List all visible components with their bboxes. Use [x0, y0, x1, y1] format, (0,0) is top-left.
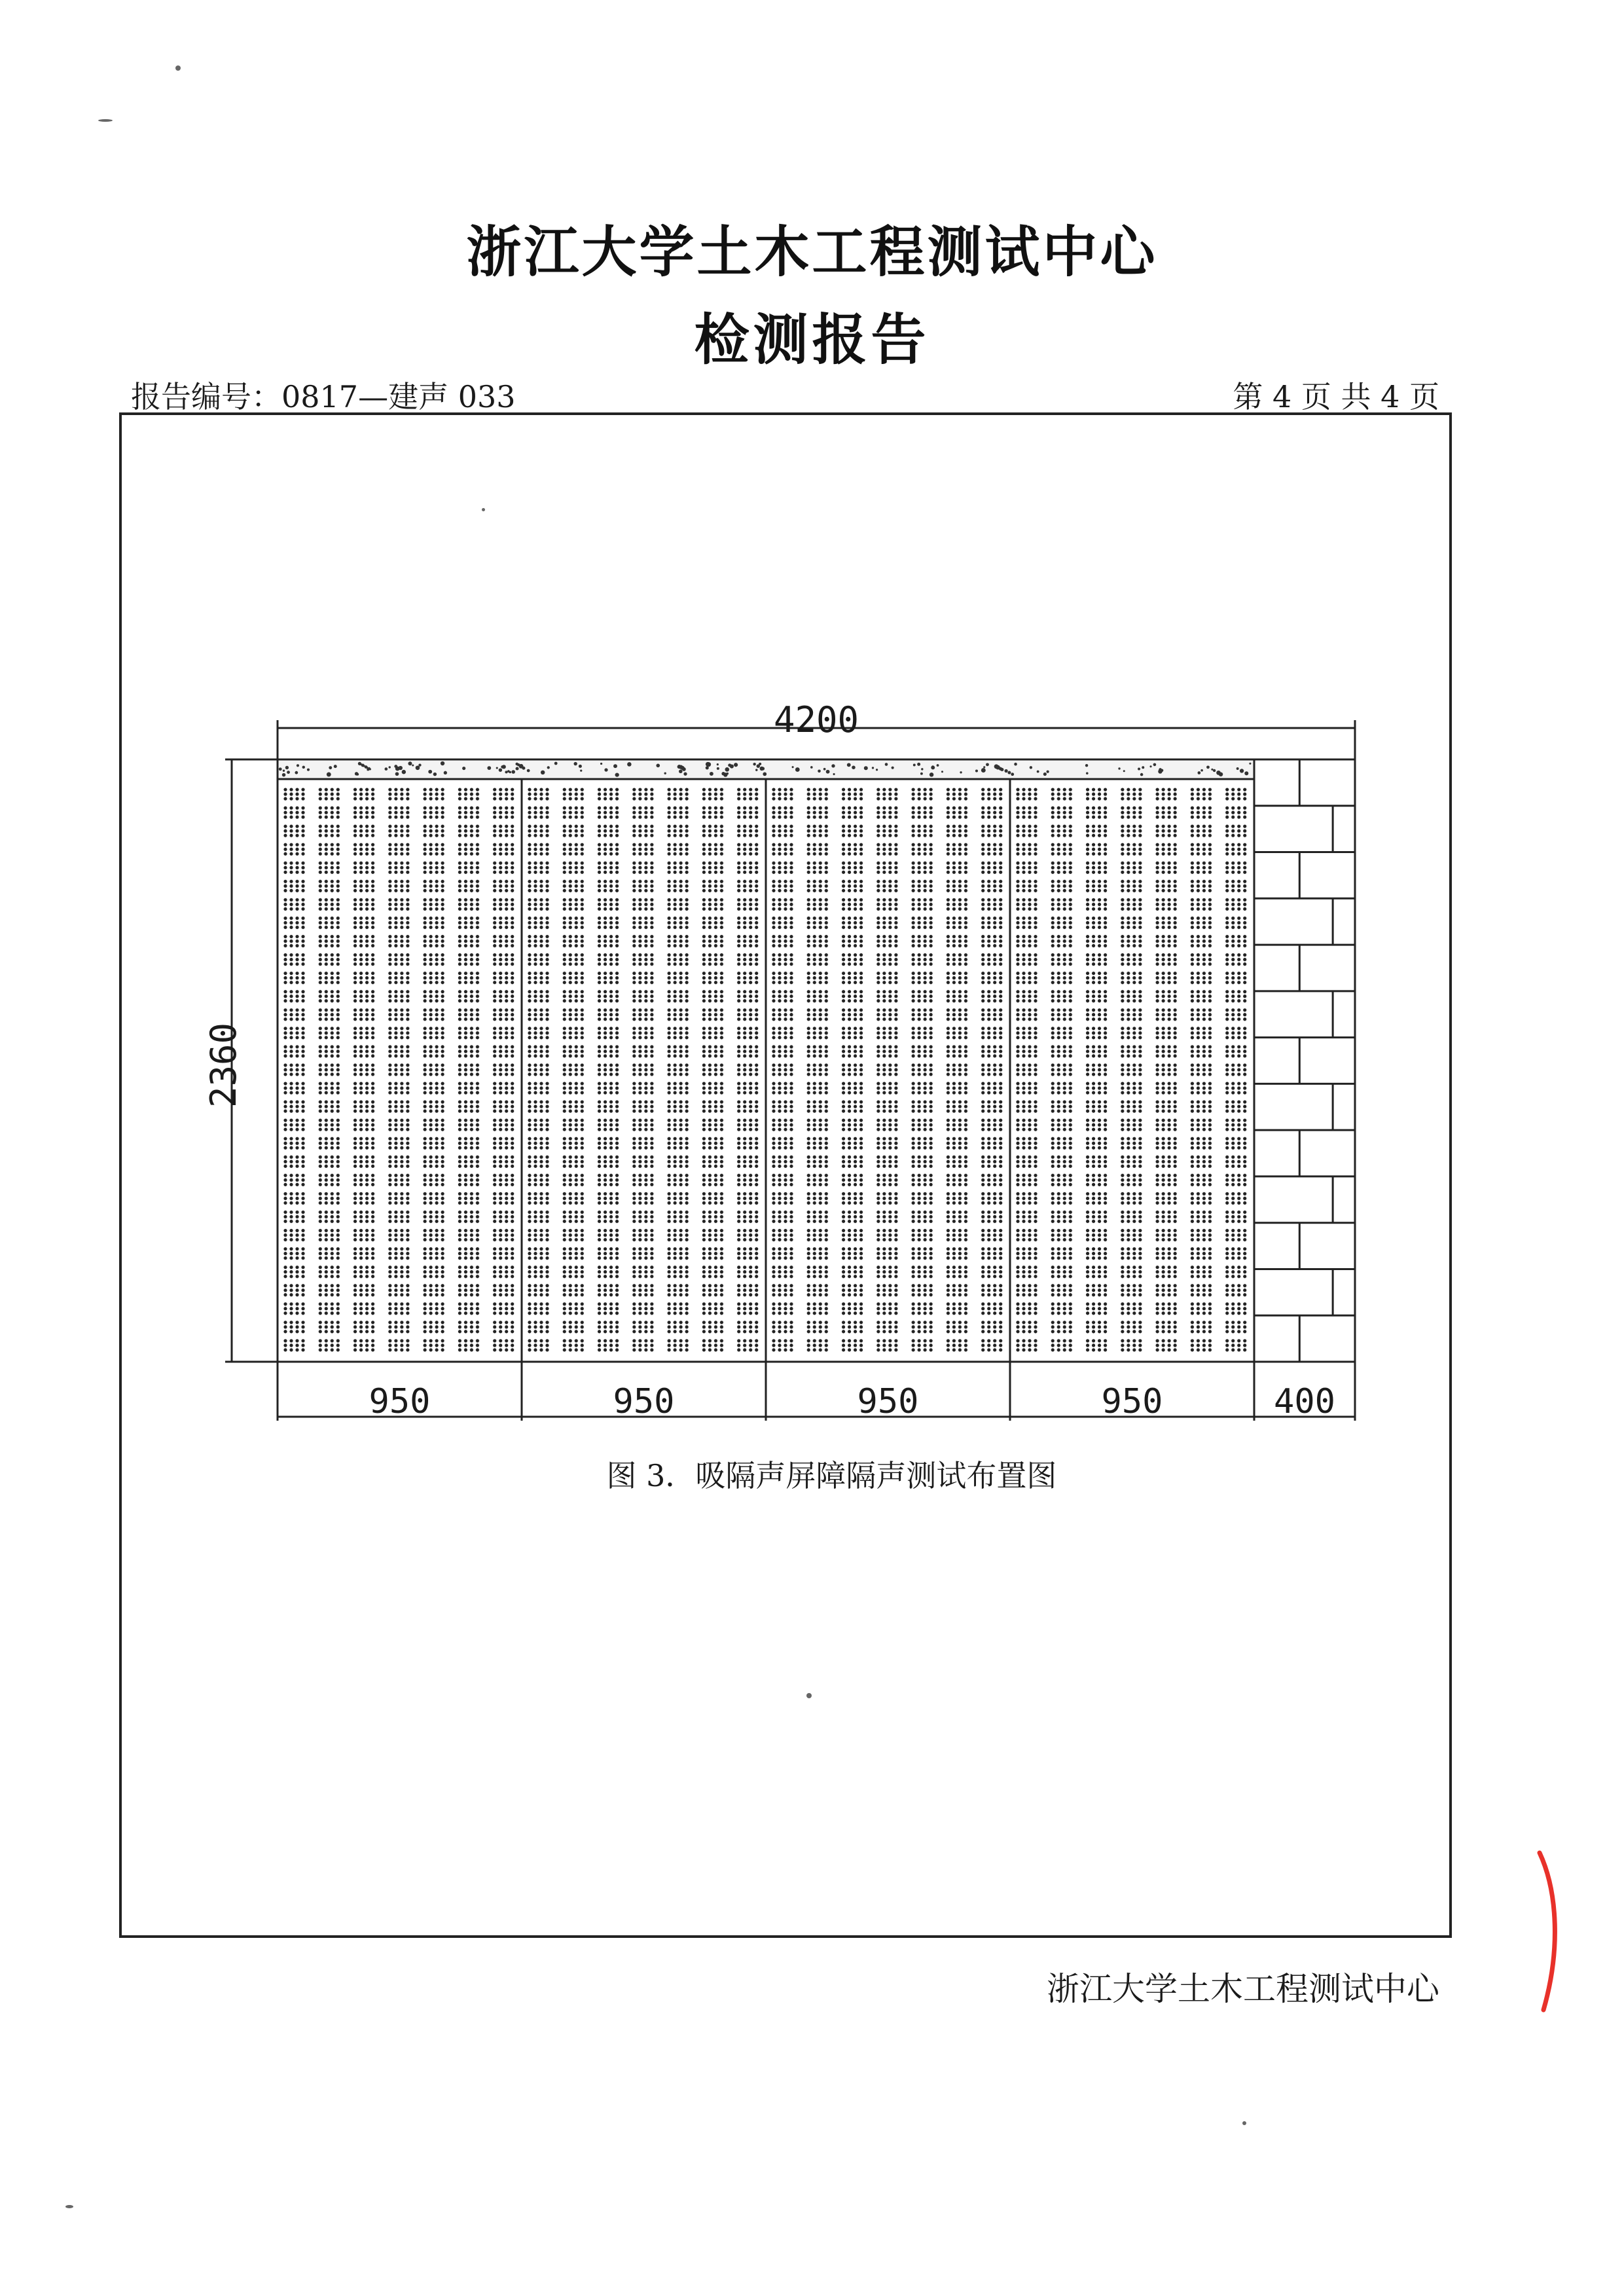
scan-speck — [98, 119, 113, 122]
footer-institution: 浙江大学土木工程测试中心 — [1047, 1970, 1439, 2008]
height-label: 2360 — [203, 1022, 244, 1108]
segment-label: 950 — [1101, 1382, 1163, 1421]
scan-speck — [175, 65, 181, 71]
figure-caption: 图 3．吸隔声屏障隔声测试布置图 — [606, 1458, 1057, 1493]
perforation-field — [281, 786, 518, 1355]
brick-column — [1254, 759, 1355, 1362]
page-info: 第 4 页 共 4 页 — [1233, 379, 1439, 414]
perforation-field — [1014, 786, 1250, 1355]
top-rail — [278, 759, 1254, 779]
report-title: 检测报告 — [694, 308, 930, 372]
overall-width-label: 4200 — [773, 699, 859, 740]
perforation-field — [770, 786, 1006, 1355]
segment-label: 400 — [1274, 1382, 1335, 1421]
scan-speck — [482, 508, 485, 511]
segment-label: 950 — [857, 1382, 919, 1421]
scan-speck — [65, 2205, 73, 2208]
scan-speck — [806, 1693, 812, 1698]
segment-label: 950 — [613, 1382, 675, 1421]
perforation-field — [526, 786, 762, 1355]
report-number: 报告编号：0817—建声 033 — [131, 379, 516, 414]
segment-width-labels — [369, 1382, 1335, 1421]
scan-speck — [1242, 2121, 1246, 2125]
segment-label: 950 — [369, 1382, 431, 1421]
institution-title: 浙江大学土木工程测试中心 — [466, 220, 1158, 284]
red-pen-mark — [1532, 1846, 1571, 2016]
brick-wall — [1254, 759, 1355, 1362]
perforated-panels — [278, 759, 1254, 1362]
